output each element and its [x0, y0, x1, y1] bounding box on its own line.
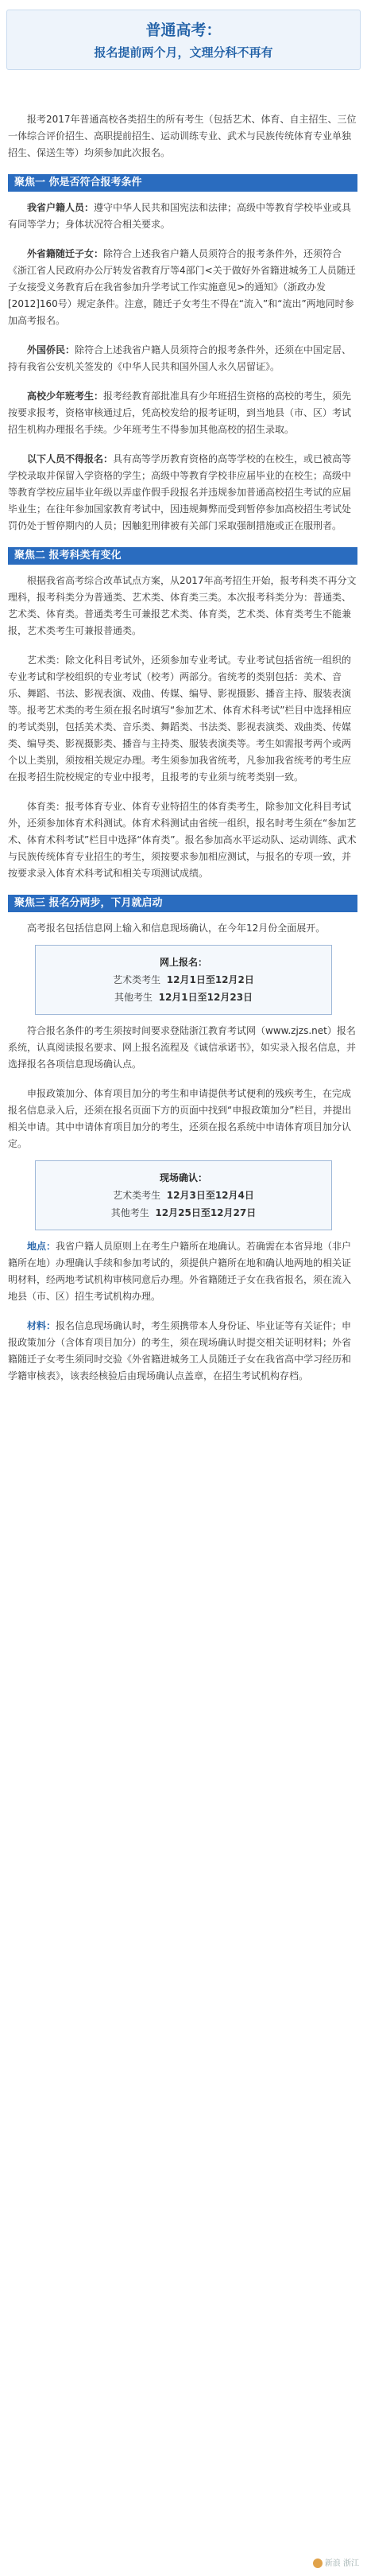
s1-label-2: 外省籍随迁子女： [27, 248, 104, 259]
onsite-confirmation-title: 现场确认： [159, 1172, 207, 1183]
s1-paragraph-3 [0, 342, 367, 375]
weibo-icon [313, 2559, 323, 2568]
s3-paragraph-3: 申报政策加分、体育项目加分的考生和申请提供考试便利的残疾考生，在完成报名信息录入后，还须在报名页面下方的页面中找到“申报政策加分”栏目，并提出相关申请。其中申请体育项目加分的考生，还须在报名系统中申请体育项目加分认定。 [8, 1088, 352, 1149]
header-banner [6, 10, 361, 70]
location-text: 我省户籍人员原则上在考生户籍所在地确认。若确需在本省异地（非户籍所在地）办理确认手续和参加考试的，须提供户籍所在地和确认地两地的相关证明材料，经两地考试机构审核同意后办理。外省籍随迁子女在我省报名，须在流入地县（市、区）招生考试机构办理。 [8, 1241, 352, 1302]
s1-text-1: 遵守中华人民共和国宪法和法律；高级中等教育学校毕业或具有同等学力；身体状况符合相关要求。 [8, 202, 352, 230]
row-who: 艺术类考生 [113, 974, 161, 985]
s1-paragraph-4 [0, 388, 367, 438]
s2-paragraph-3: 体育类：报考体育专业、体育专业特招生的体育类考生，除参加文化科目考试外，还须参加体育术科测试。体育术科测试由省统一组织，报名时考生须在“参加艺术、体育术科考试”栏目中选择“体育类”。报名参加高水平运动队、运动训练、武术与民族传统体育专业招生的考生，须按要求参加相应测试，与报名的专项一致，并按要求录入体育术科考试和相关专项测试成绩。 [8, 801, 357, 879]
article-header [0, 0, 367, 76]
location-label: 地点： [27, 1241, 56, 1252]
watermark-text: 新浪 浙江 [324, 2559, 359, 2568]
materials-text: 报名信息现场确认时，考生须携带本人身份证、毕业证等有关证件；申报政策加分（含体育项目加分）的考生，须在现场确认时提交相关证明材料；外省籍随迁子女考生须同时交验《外省籍进城务工人员随迁子女在我省高中学习经历和学籍审核表》，该表经核验后由现场确认点盖章，在招生考试机构存档。 [8, 1320, 352, 1381]
row-dates: 12月3日至12月4日 [166, 1190, 254, 1201]
s3-paragraph-4 [0, 1238, 367, 1305]
s1-label-5: 以下人员不得报名： [27, 453, 114, 464]
s1-text-5: 具有高等学历教育资格的高等学校的在校生，或已被高等学校录取并保留入学资格的学生；高级中等教育学校非应届毕业的在校生；高级中等教育学校应届毕业年级以弄虚作假手段报名并违规参加普通高校招生考试的应届毕业生；在往年参加国家教育考试中，因违规舞弊而受到暂停参加高校招生考试处罚仍处于暂停期内的人员；因触犯刑律被有关部门采取强制措施或正在服刑者。 [8, 453, 352, 531]
onsite-confirmation-row [44, 1204, 323, 1222]
online-registration-title: 网上报名： [159, 957, 207, 968]
s3-paragraph-1: 高考报名包括信息网上输入和信息现场确认，在今年12月份全面展开。 [27, 923, 326, 934]
page-title: 普通高考： [145, 21, 222, 39]
s1-text-2: 除符合上述我省户籍人员须符合的报考条件外，还须符合《浙江省人民政府办公厅转发省教育厅等4部门<关于做好外省籍进城务工人员随迁子女接受义务教育后在我省参加升学考试工作实施意见>的通知》（浙政办发[2012]160号）规定条件。注意，随迁子女考生不得在“流入”和“流出”两地同时参加高考报名。 [8, 248, 356, 326]
s1-label-4: 高校少年班考生： [27, 390, 104, 402]
s1-paragraph-5 [0, 451, 367, 534]
intro-paragraph: 报考2017年普通高校各类招生的所有考生（包括艺术、体育、自主招生、三位一体综合评价招生、高职提前招生、运动训练专业、武术与民族传统体育专业单独招生、保送生等）均须参加此次报名。 [8, 114, 357, 158]
online-registration-row [44, 971, 323, 989]
row-dates: 12月1日至12月23日 [158, 992, 253, 1003]
watermark [313, 2556, 359, 2568]
section-header-1: 聚焦一 你是否符合报考条件 [8, 174, 357, 192]
row-dates: 12月25日至12月27日 [155, 1207, 257, 1218]
s1-text-4: 报考经教育部批准具有少年班招生资格的高校的考生，须先按要求报考，资格审核通过后，凭高校发给的报考证明，到当地县（市、区）考试招生机构办理报名手续。少年班考生不得参加其他高校的招生录取。 [8, 390, 352, 435]
row-who: 其他考生 [110, 1207, 149, 1218]
row-dates: 12月1日至12月2日 [166, 974, 254, 985]
s1-paragraph-2 [0, 246, 367, 329]
row-who: 艺术类考生 [113, 1190, 161, 1201]
s2-paragraph-2: 艺术类：除文化科目考试外，还须参加专业考试。专业考试包括省统一组织的专业考试和学校组织的专业考试（校考）两部分。省统考的类别包括：美术、音乐、舞蹈、书法、影视表演、戏曲、传媒、编导、影视摄影、播音主持、服装表演等。报考艺术类的考生须在报名时填写“参加艺术、体育术科考试”栏目中选择相应的考试类别，包括美术类、音乐类、舞蹈类、书法类、影视表演类、戏曲类、传媒类、编导类、影视摄影类、播音与主持类、服装表演类等。考生如需报考两个或两个以上类别，须按相关规定办理。考生须参加我省统考，凡参加我省统考的考生应在报考招生院校规定的专业中报考，且报考的专业须与统考类别一致。 [8, 655, 352, 783]
s3-paragraph-2: 符合报名条件的考生须按时间要求登陆浙江教育考试网（www.zjzs.net）报名系统，认真阅读报名要求、网上报名流程及《诚信承诺书》，如实录入报名信息，并选择报名各项信息现场确认点。 [8, 1025, 357, 1070]
s2-paragraph-1: 根据我省高考综合改革试点方案，从2017年高考招生开始，报考科类不再分文理科，报考科类分为普通类、艺术类、体育类三类。本次报考科类分为：普通类、艺术类、体育类。普通类考生可兼报艺术类、体育类，艺术类、体育类考生不能兼报，艺术类考生可兼报普通类。 [8, 575, 357, 636]
row-who: 其他考生 [114, 992, 153, 1003]
section-header-2: 聚焦二 报考科类有变化 [8, 547, 357, 565]
s1-label-3: 外国侨民： [27, 344, 75, 356]
online-registration-row [44, 989, 323, 1006]
section-header-3: 聚焦三 报名分两步，下月就启动 [8, 895, 357, 912]
s1-paragraph-1 [0, 200, 367, 233]
s1-label-1: 我省户籍人员： [27, 202, 95, 213]
onsite-confirmation-box [35, 1160, 332, 1230]
page-subtitle: 报名提前两个月，文理分科不再有 [94, 45, 273, 60]
article-body [0, 111, 367, 1385]
online-registration-box [35, 945, 332, 1015]
s3-paragraph-5 [0, 1318, 367, 1385]
materials-label: 材料： [27, 1320, 56, 1331]
onsite-confirmation-row [44, 1187, 323, 1204]
s1-text-3: 除符合上述我省户籍人员须符合的报考条件外，还须在中国定居、持有我省公安机关签发的《中华人民共和国外国人永久居留证》。 [8, 344, 352, 372]
